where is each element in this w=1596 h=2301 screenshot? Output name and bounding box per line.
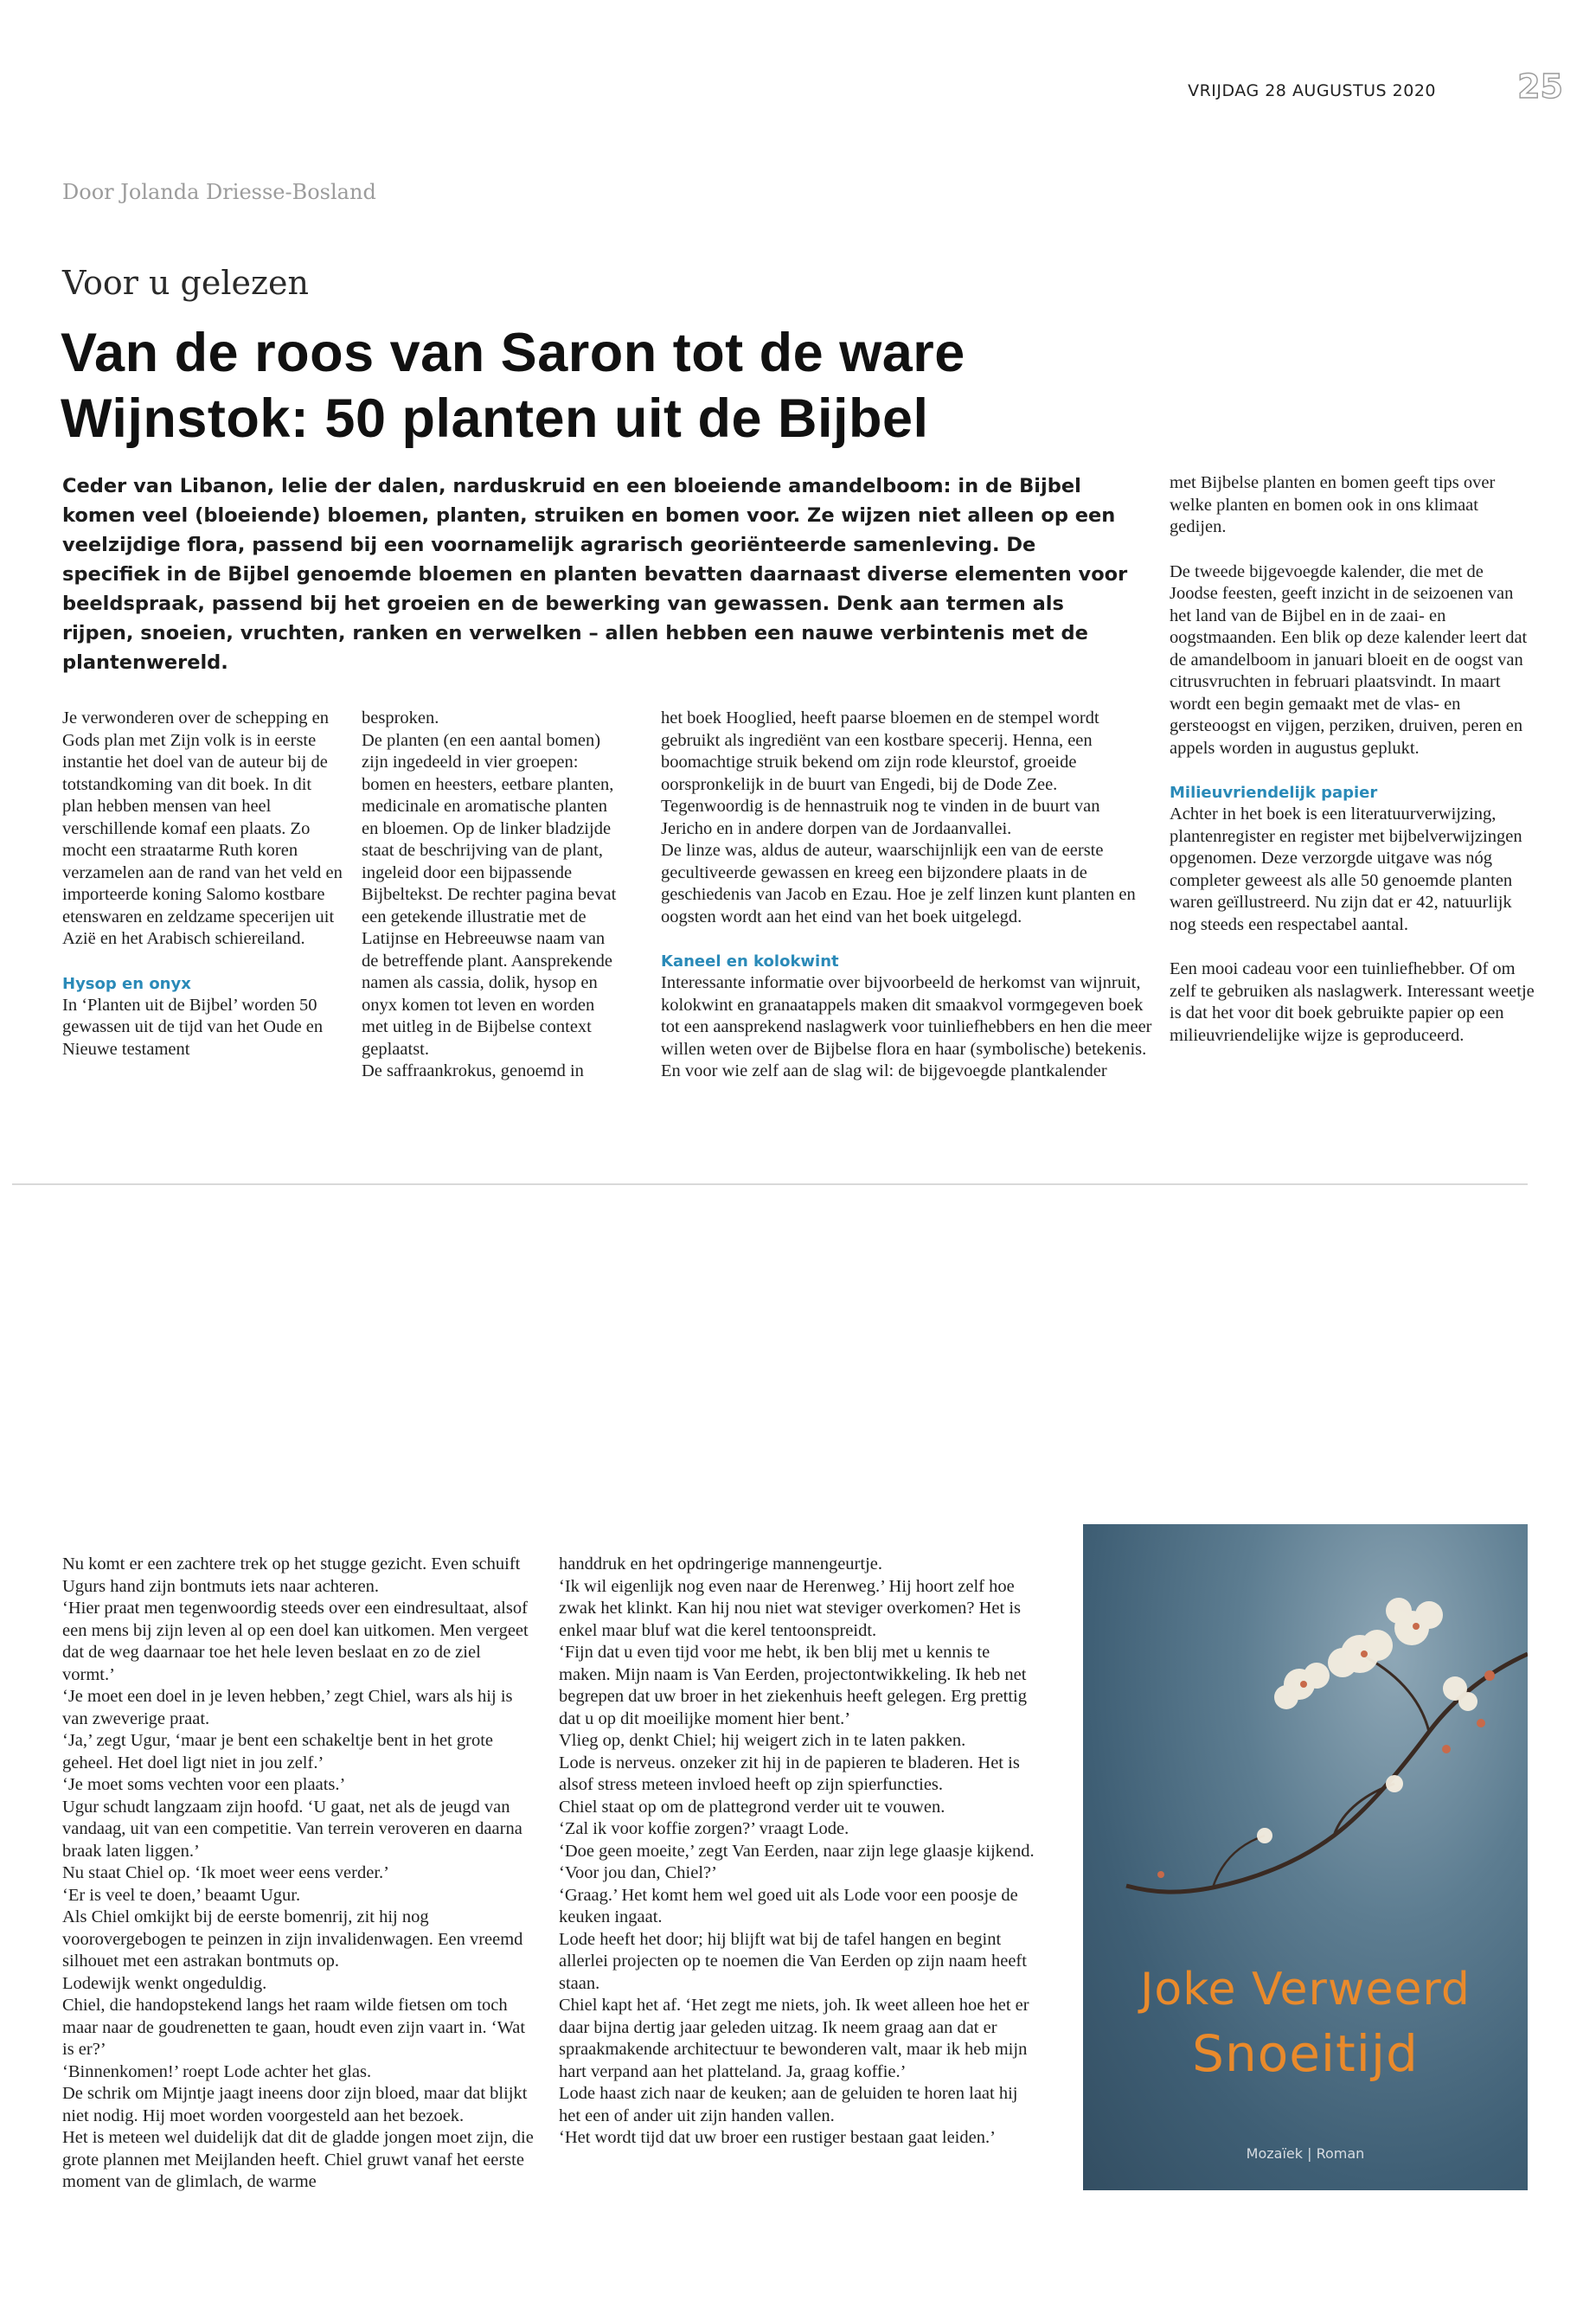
paragraph: Een mooi cadeau voor een tuinliefhebber. Of om zelf te gebruiken als naslagwerk. Interessant weetje is dat het voor dit boek gebruikte papier op een milieuvriendelijke wijze is geproduceerd. [1170,959,1535,1045]
subheading-kaneel: Kaneel en kolokwint [661,952,839,971]
paragraph: De tweede bijgevoegde kalender, die met de Joodse feesten, geeft inzicht in de seizoenen van het land van de Bijbel en in de zaai- en oogstmaanden. Een blik op deze kalender leert dat de amandelboom in januari bloeit en de oogst van citrusvruchten in februari plaatsvindt. In maart wordt een begin gemaakt met de vlas- en gersteoogst en vijgen, perziken, druiven, peren en appels worden in augustus geplukt. [1170,561,1528,758]
story-paragraph: ‘Hier praat men tegenwoordig steeds over een eindresultaat, alsof een mens bij zijn leven al op een doel kan uitkomen. Men vergeet dat de weg daarnaar toe het hele leven beslaat en zo de ziel vormt.’ [62,1599,529,1684]
lead-paragraph: Ceder van Libanon, lelie der dalen, narduskruid en een bloeiende amandelboom: in de Bijbel komen veel (bloeiende) bloemen, planten, struiken en bomen voor. Ze wijzen niet alleen op een veelzijdige flora, passend bij een voornamelijk agrarisch georiënteerde samenleving. De specifiek in de Bijbel genoemde bloemen en planten bevatten daarnaast diverse elementen voor beeldspraak, passend bij het groeien en de bewerking van gewassen. Denk aan termen als rijpen, snoeien, vruchten, ranken en verwelken – allen hebben een nauwe verbintenis met de plantenwereld. [62,475,1128,674]
story-paragraph: Chiel kapt het af. ‘Het zegt me niets, joh. Ik weet alleen hoe het er daar bijna dertig jaar geleden uitzag. Ik neem graag aan dat er spraakmakende architectuur te bewonderen valt, maar ik heb mijn hart verpand aan het platteland. Ja, graag koffie.’ [559,1996,1029,2081]
story-paragraph: Chiel, die handopstekend langs het raam wilde fietsen om toch maar naar de goudrenetten te gaan, houdt even zijn vaart in. ‘Wat is er?’ [62,1996,526,2059]
paragraph: Je verwonderen over de schepping en Gods plan met Zijn volk is in eerste instantie het doel van de auteur bij de totstandkoming van dit boek. In dit plan hebben mensen van heel verschillende komaf een plaats. Zo mocht een straatarme Ruth koren verzamelen aan de rand van het veld en importeerde koning Salomo kostbare etenswaren en zeldzame specerijen uit Azië en het Arabisch schiereiland. [62,708,343,948]
story-paragraph: ‘Je moet soms vechten voor een plaats.’ [62,1775,346,1794]
story-paragraph: ‘Graag.’ Het komt hem wel goed uit als Lode voor een poosje de keuken ingaat. [559,1885,1018,1926]
story-paragraph: Lode haast zich naar de keuken; aan de geluiden te horen laat hij het een of ander uit zijn handen vallen. [559,2084,1018,2125]
book-cover-image [1083,1524,1528,2190]
article-column-4 [1170,472,1535,1047]
story-paragraph: De schrik om Mijntje jaagt ineens door zijn bloed, maar dat blijkt niet nodig. Hij moet worden voorgesteld aan het bezoek. [62,2084,528,2125]
paragraph: En voor wie zelf aan de slag wil: de bijgevoegde plantkalender [661,1061,1107,1080]
subheading-papier: Milieuvriendelijk papier [1170,784,1378,802]
issue-date: VRIJDAG 28 AUGUSTUS 2020 [1188,81,1436,100]
story-paragraph: ‘Ja,’ zegt Ugur, ‘maar je bent een schakeltje bent in het grote geheel. Het doel ligt niet in jou zelf.’ [62,1731,493,1772]
section-divider [12,1183,1528,1185]
book-publisher: Mozaïek | Roman [1246,2145,1365,2162]
paragraph: het boek Hooglied, heeft paarse bloemen en de stempel wordt gebruikt als ingrediënt van een kostbare specerij. Henna, een boomachtige struik bekend om zijn rode kleurstof, groeide oorspronkelijk in de buurt van Engedi, bij de Dode Zee. Tegenwoordig is de hennastruik nog te vinden in de buurt van Jericho en in andere dorpen van de Jordaanvallei. [661,708,1100,838]
subheading-hysop: Hysop en onyx [62,974,191,993]
paragraph: De planten (en een aantal bomen) zijn ingedeeld in vier groepen: bomen en heesters, eetbare planten, medicinale en aromatische planten en bloemen. Op de linker bladzijde staat de beschrijving van de plant, ingeleid door een bijpassende Bijbeltekst. De rechter pagina bevat een getekende illustratie met de Latijnse en Hebreeuwse naam van de betreffende plant. Aansprekende namen als cassia, dolik, hysop en onyx komen tot leven en worden met uitleg in de Bijbelse context geplaatst. [362,730,617,1059]
paragraph: besproken. [362,708,439,727]
story-paragraph: ‘Doe geen moeite,’ zegt Van Eerden, naar zijn lege glaasje kijkend. [559,1841,1035,1861]
blossom-branch-illustration [1083,1524,1528,2190]
paragraph: Achter in het boek is een literatuurverwijzing, plantenregister en register met bijbelverwijzingen opgenomen. Deze verzorgde uitgave was nóg completer geweest als alle 50 genoemde planten waren geïllustreerd. Nu zijn dat er 42, natuurlijk nog steeds een respectabel aantal. [1170,804,1522,934]
book-title: Snoeitijd [1192,2024,1419,2083]
page-number: 25 [1517,67,1563,106]
paragraph: met Bijbelse planten en bomen geeft tips over welke planten en bomen ook in ons klimaat gedijen. [1170,473,1496,536]
story-paragraph: Ugur schudt langzaam zijn hoofd. ‘U gaat, net als de jeugd van vandaag, uit van een competitie. Van terrein veroveren en daarna braak laten liggen.’ [62,1797,522,1861]
story-paragraph: Lode heeft het door; hij blijft wat bij de tafel hangen en begint allerlei projecten op te noemen die Van Eerden op zijn naam heeft staan. [559,1929,1027,1993]
headline [61,320,1133,452]
story-paragraph: ‘Het wordt tijd dat uw broer een rustiger bestaan gaat leiden.’ [559,2128,996,2147]
paragraph: Interessante informatie over bijvoorbeeld de herkomst van wijnruit, kolokwint en granaatappels maken dit smaakvol vormgegeven boek tot een aansprekend naslagwerk voor tuinliefhebbers en hen die meer willen weten over de Bijbelse flora en haar (symbolische) betekenis. [661,973,1152,1059]
story-paragraph: Vlieg op, denkt Chiel; hij weigert zich in te laten pakken. [559,1731,966,1750]
story-paragraph: Nu staat Chiel op. ‘Ik moet weer eens verder.’ [62,1863,389,1882]
story-paragraph: Lodewijk wenkt ongeduldig. [62,1973,267,1993]
story-paragraph: ‘Binnenkomen!’ roept Lode achter het glas. [62,2061,372,2081]
story-paragraph: Als Chiel omkijkt bij de eerste bomenrij, zit hij nog voorovergebogen te peinzen in zijn invalidenwagen. Een vreemd silhouet met een astrakan bontmuts op. [62,1907,523,1971]
story-paragraph: ‘Je moet een doel in je leven hebben,’ zegt Chiel, wars als hij is van zweverige praat. [62,1687,513,1728]
story-column-right [559,1554,1043,2150]
story-paragraph: Nu komt er een zachtere trek op het stugge gezicht. Even schuift Ugurs hand zijn bontmuts iets naar achteren. [62,1554,521,1596]
story-paragraph: Het is meteen wel duidelijk dat dit de gladde jongen moet zijn, die grote plannen met Meijlanden heeft. Chiel gruwt vanaf het eerste moment van de glimlach, de warme [62,2128,534,2191]
story-paragraph: ‘Voor jou dan, Chiel?’ [559,1863,717,1882]
section-kicker: Voor u gelezen [62,264,309,302]
headline-line-1: Van de roos van Saron tot de ware [61,323,965,383]
story-paragraph: ‘Fijn dat u even tijd voor me hebt, ik ben blij met u kennis te maken. Mijn naam is Van Eerden, projectontwikkeling. Ik heb net begrepen dat uw broer in het ziekenhuis heeft gelegen. Erg prettig dat u op dit moeilijke moment hier bent.’ [559,1643,1027,1728]
paragraph: De linze was, aldus de auteur, waarschijnlijk een van de eerste gecultiveerde gewassen en kreeg een bijzondere plaats in de geschiedenis van Jacob en Ezau. Hoe je zelf linzen kunt planten en oogsten wordt aan het eind van het boek uitgelegd. [661,841,1136,926]
story-paragraph: ‘Zal ik voor koffie zorgen?’ vraagt Lode. [559,1819,849,1838]
article-column-3 [661,708,1154,1083]
story-paragraph: ‘Ik wil eigenlijk nog even naar de Herenweg.’ Hij hoort zelf hoe zwak het klinkt. Kan hij nou niet wat steviger overkomen? Het is enkel maar bluf wat die kerel tentoonspreidt. [559,1576,1022,1640]
paragraph: In ‘Planten uit de Bijbel’ worden 50 gewassen uit de tijd van het Oude en Nieuwe testament [62,995,324,1059]
story-paragraph: Lode is nerveus. onzeker zit hij in de papieren te bladeren. Het is alsof stress meteen invloed heeft op zijn spierfuncties. [559,1753,1020,1794]
article-column-2 [362,708,623,1083]
article-column-1 [62,708,346,1061]
story-paragraph: ‘Er is veel te doen,’ beaamt Ugur. [62,1885,301,1905]
headline-line-2: Wijnstok: 50 planten uit de Bijbel [61,388,929,449]
byline: Door Jolanda Driesse-Bosland [62,180,376,204]
story-column-left [62,1554,536,2194]
story-paragraph: handdruk en het opdringerige mannengeurtje. [559,1554,882,1574]
story-paragraph: Chiel staat op om de plattegrond verder uit te vouwen. [559,1797,945,1817]
paragraph: De saffraankrokus, genoemd in [362,1061,584,1080]
book-author: Joke Verweerd [1140,1964,1471,2016]
